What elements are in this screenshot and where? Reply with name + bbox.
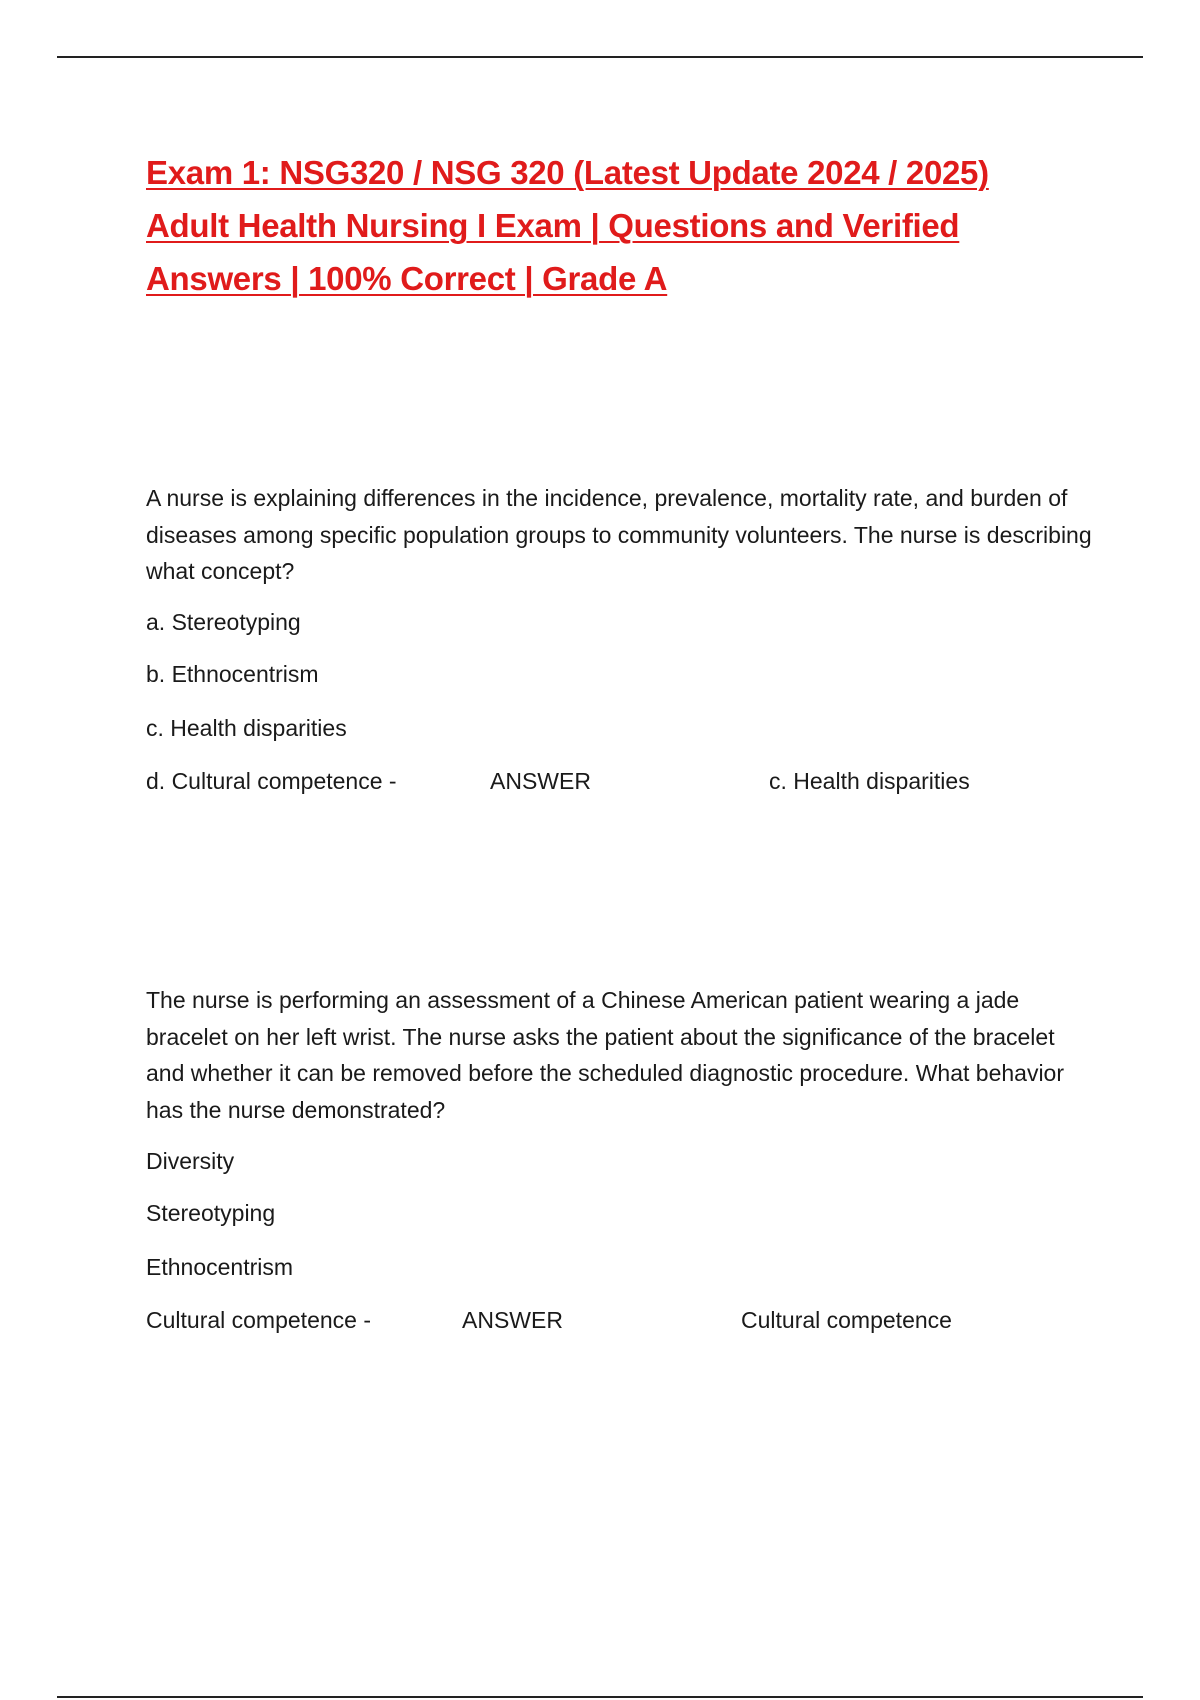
question-1-answer-label: ANSWER [490, 768, 591, 794]
question-2-option-3: Ethnocentrism [146, 1254, 294, 1280]
document-title [146, 146, 1096, 305]
question-2-option-4: Cultural competence - [146, 1307, 371, 1333]
title-line: Exam 1: NSG320 / NSG 320 (Latest Update 2024 / 2025) [146, 154, 989, 191]
header-rule [57, 56, 1143, 58]
question-1-answer-row [146, 766, 1096, 796]
question-2-answer-label: ANSWER [462, 1307, 563, 1333]
question-1-option-a: a. Stereotyping [146, 609, 301, 635]
title-line: Adult Health Nursing I Exam | Questions and Verified [146, 207, 960, 244]
footer-rule [57, 1696, 1143, 1698]
question-1-option-d: d. Cultural competence - [146, 768, 397, 794]
question-1-option-b: b. Ethnocentrism [146, 661, 319, 687]
question-2-answer-row [146, 1305, 1096, 1335]
question-2-option-2: Stereotyping [146, 1200, 276, 1226]
page-content [146, 146, 1096, 1333]
question-1-text: A nurse is explaining differences in the incidence, prevalence, mortality rate, and burden of diseases among specific population groups to community volunteers. The nurse is describing what concept? [146, 485, 1092, 584]
question-2-option-1: Diversity [146, 1148, 235, 1174]
title-line: Answers | 100% Correct | Grade A [146, 260, 668, 297]
question-1-answer-value: c. Health disparities [769, 768, 970, 794]
question-1-option-c: c. Health disparities [146, 715, 347, 741]
question-2-answer-value: Cultural competence [741, 1307, 952, 1333]
question-2-text: The nurse is performing an assessment of a Chinese American patient wearing a jade bracelet on her left wrist. The nurse asks the patient about the significance of the bracelet and whether it can be removed before the scheduled diagnostic procedure. What behavior has the nurse demonstrated? [146, 987, 1065, 1123]
